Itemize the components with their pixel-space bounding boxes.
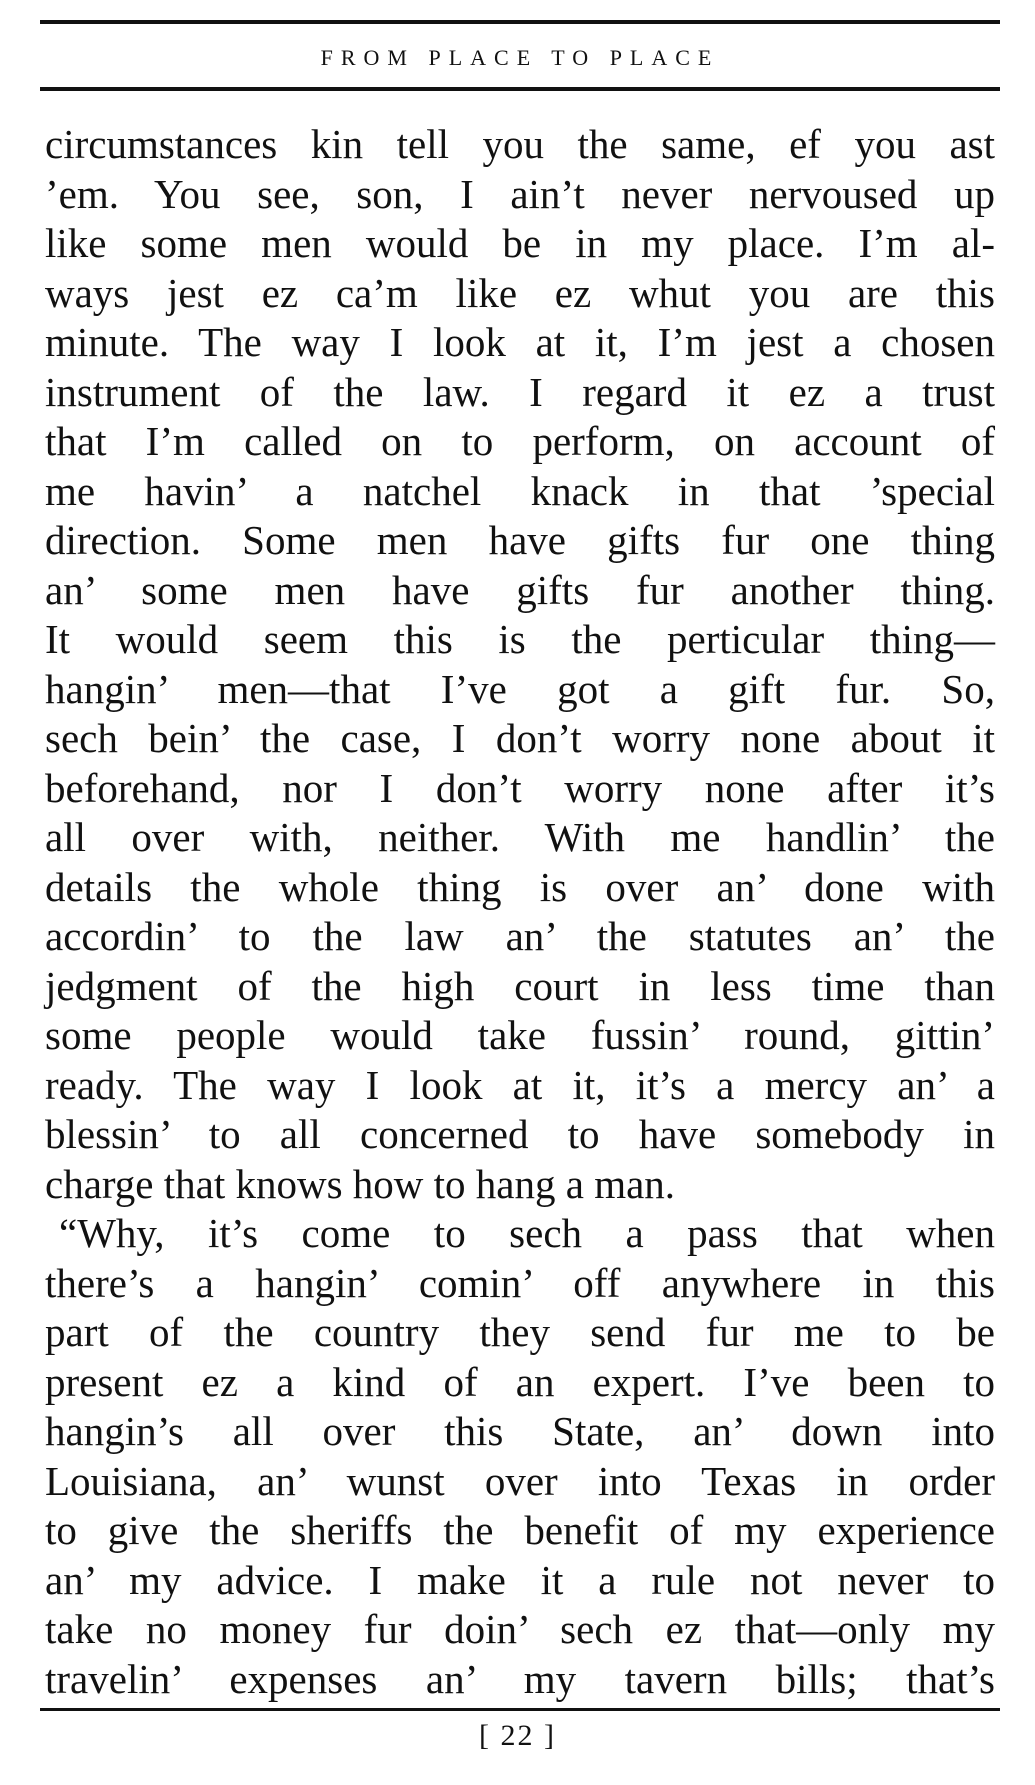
text-line: me havin’ a natchel knack in that ’special: [45, 467, 995, 514]
text-line: some people would take fussin’ round, gittin’: [45, 1012, 995, 1058]
running-head: FROM PLACE TO PLACE: [320, 45, 720, 70]
body-text: [45, 120, 995, 1704]
top-rule: [40, 20, 1000, 24]
text-line: blessin’ to all concerned to have somebody in: [45, 1111, 995, 1157]
text-line: direction. Some men have gifts fur one thing: [45, 517, 995, 563]
footer-rule: [40, 1708, 1000, 1711]
text-line: circumstances kin tell you the same, ef you ast: [45, 121, 995, 167]
text-line: instrument of the law. I regard it ez a trust: [45, 368, 995, 415]
text-line: like some men would be in my place. I’m al-: [45, 220, 995, 266]
text-line: travelin’ expenses an’ my tavern bills; that’s: [45, 1655, 995, 1702]
text-line: details the whole thing is over an’ done with: [45, 863, 995, 910]
text-line: accordin’ to the law an’ the statutes an’ the: [45, 913, 995, 959]
text-line: there’s a hangin’ comin’ off anywhere in this: [45, 1259, 995, 1306]
text-line: “Why, it’s come to sech a pass that when: [59, 1210, 995, 1256]
text-line: an’ my advice. I make it a rule not never to: [45, 1556, 995, 1603]
text-line: present ez a kind of an expert. I’ve been to: [45, 1358, 995, 1405]
text-line: beforehand, nor I don’t worry none after it’s: [45, 764, 995, 811]
text-line: ways jest ez ca’m like ez whut you are this: [45, 269, 995, 316]
text-line: to give the sheriffs the benefit of my experience: [45, 1507, 995, 1553]
text-line: jedgment of the high court in less time than: [45, 962, 995, 1009]
text-line: an’ some men have gifts fur another thing.: [45, 566, 995, 613]
text-line: take no money fur doin’ sech ez that—only my: [45, 1606, 995, 1652]
text-line: It would seem this is the perticular thing—: [45, 616, 995, 662]
text-line: ready. The way I look at it, it’s a mercy an’ a: [45, 1061, 995, 1108]
header-rule: [40, 87, 1000, 91]
text-line: ’em. You see, son, I ain’t never nervoused up: [45, 170, 995, 217]
text-line: sech bein’ the case, I don’t worry none about it: [45, 715, 995, 761]
text-line: charge that knows how to hang a man.: [45, 1160, 676, 1207]
text-line: Louisiana, an’ wunst over into Texas in order: [45, 1457, 995, 1504]
text-line: that I’m called on to perform, on account of: [45, 418, 995, 464]
page-number: [ 22 ]: [479, 1719, 556, 1752]
text-line: part of the country they send fur me to be: [45, 1309, 995, 1355]
text-line: all over with, neither. With me handlin’ the: [45, 814, 995, 860]
text-line: hangin’ men—that I’ve got a gift fur. So,: [45, 665, 995, 712]
text-line: minute. The way I look at it, I’m jest a chosen: [45, 319, 995, 365]
text-line: hangin’s all over this State, an’ down into: [45, 1408, 995, 1454]
